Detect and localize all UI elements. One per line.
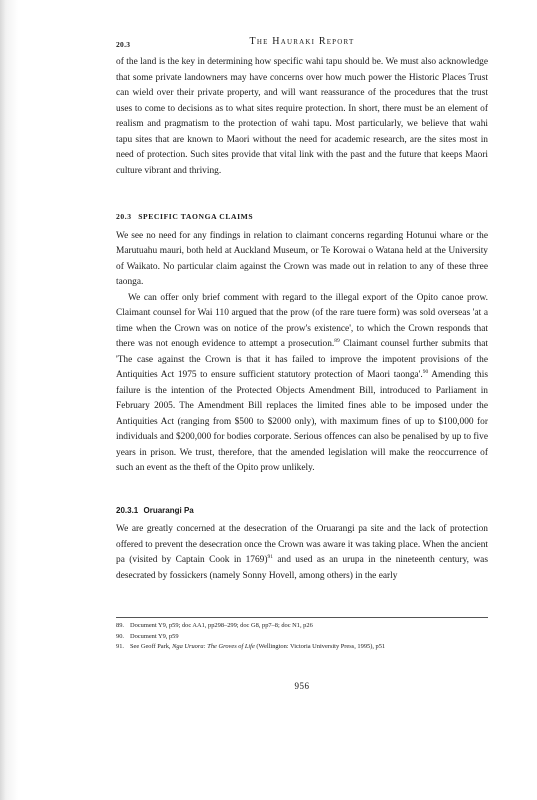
subsection-paragraph [116, 522, 488, 584]
section-heading [116, 209, 488, 225]
running-header [116, 36, 488, 54]
paragraph-text: and used as an urupa in the nineteenth century, was desecrated by fossickers (namely Sonny Hovell, among others) in the early [116, 555, 488, 581]
footnote-89 [116, 621, 488, 632]
page-number: 956 [294, 681, 310, 691]
footnote-ref-90: 90 [422, 368, 429, 375]
section-heading-number: 20.3 [116, 212, 132, 221]
main-text [116, 55, 488, 584]
footnote-book-title: Nga Uruora: The Groves of Life [172, 643, 255, 651]
header-section-number: 20.3 [116, 40, 131, 49]
section-paragraph-2 [116, 291, 488, 477]
subsection-heading-title: Oruarangi Pa [143, 505, 194, 515]
paragraph-text: We can offer only brief comment with regard to the illegal export of the Opito canoe prow. Claimant counsel for Wai 110 argued that the prow (of the rare tuere form) was sold overseas 'at a time when the Crown was on notice of the prow's existence', to which the Crown responds that there was not enough evidence to attempt a prosecution. [116, 292, 488, 349]
section-heading-title: SPECIFIC TAONGA CLAIMS [138, 212, 254, 221]
footnote-number: 89. [116, 622, 124, 629]
footnote-text: See Geoff Park, [130, 643, 173, 651]
footnote-number: 91. [116, 643, 124, 651]
footnote-ref-91: 91 [267, 553, 273, 560]
paragraph-text: Amending this failure is the intention of the Protected Objects Amendment Bill, introduced to Parliament in February 2005. The Amendment Bill replaces the limited fines able to be imposed under the Antiquities Act (ranging from $500 to $2000 only), with maximum fines of up to $100,000 for individuals and $200,000 for bodies corporate. Serious offences can also be penalised by up to five years in prison. We trust, therefore, that the amended legislation will make the reoccurrence of such an event as the theft of the Opito prow unlikely. [116, 370, 488, 473]
footnote-text: Document Y9, p59; doc AA1, pp298–299; doc G8, pp7–8; doc N1, p26 [130, 622, 313, 629]
footnotes [116, 621, 488, 653]
subsection-heading [116, 503, 488, 519]
subsection-heading-number: 20.3.1 [116, 505, 139, 515]
footnote-number: 90. [116, 632, 124, 640]
footnote-rule [116, 617, 488, 618]
paragraph-text: Claimant counsel further submits that 'The case against the Crown is that it has failed to improve the impotent provisions of the Antiquities Act 1975 to ensure sufficient statutory protection of Maori taonga'. [116, 339, 489, 380]
section-paragraph-1: We see no need for any findings in relation to claimant concerns regarding Hotunui whare or the Marutuahu mauri, both held at Auckland Museum, or Te Korowai o Watana held at the University of Waikato. No particular claim against the Crown was made out in relation to any of these three taonga. [116, 230, 488, 287]
footnote-text: Document Y9, p59 [130, 632, 179, 640]
paragraph-text: We are greatly concerned at the desecration of the Oruarangi pa site and the lack of protection offered to prevent the desecration once the Crown was aware it was taking place. When the ancient pa (visited by Captain Cook in 1769) [116, 524, 488, 565]
footnote-91 [116, 642, 488, 653]
footnote-text: (Wellington: Victoria University Press, 1995), p51 [254, 643, 386, 651]
running-title: The Hauraki Report [249, 36, 355, 47]
footnote-ref-89: 89 [334, 337, 340, 344]
continued-paragraph: of the land is the key in determining how specific wahi tapu should be. We must also acknowledge that some private landowners may have concerns over how much power the Historic Places Trust can wield over their private property, and will want reassurance of the procedures that the trust uses to come to decisions as to what sites require protection. In short, there must be an element of realism and pragmatism to the protection of wahi tapu. Most particularly, we believe that wahi tapu sites that are known to Maori without the need for academic research, are the sites most in need of protection. Such sites provide that vital link with the past and the future that keeps Maori culture vibrant and thriving. [116, 57, 488, 176]
footnote-90 [116, 632, 488, 643]
